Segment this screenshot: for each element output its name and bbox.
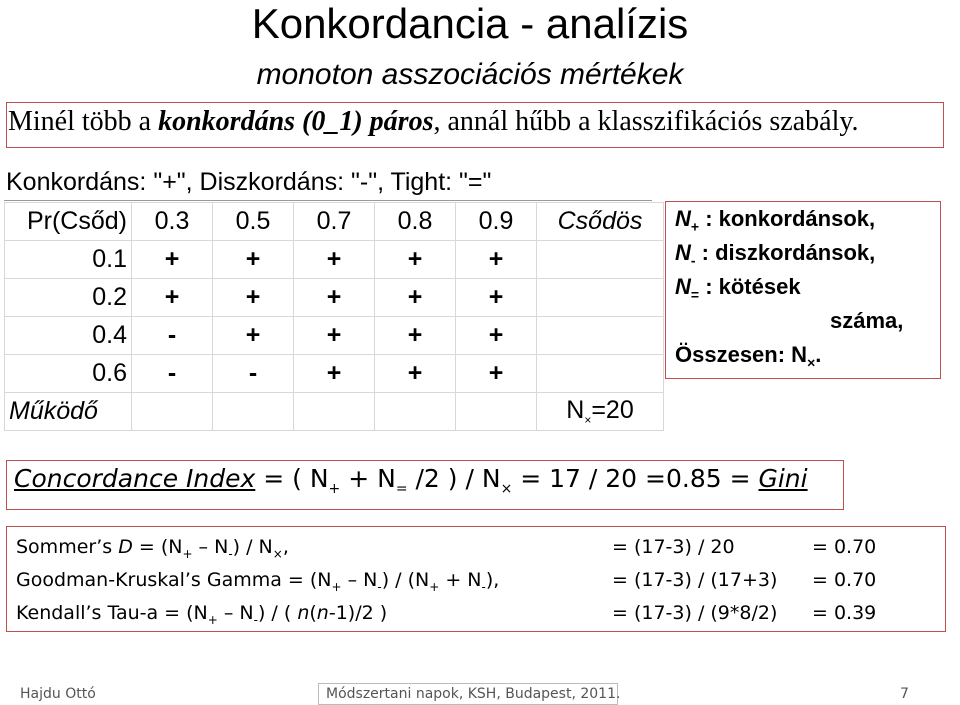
row-label: 0.2 bbox=[5, 279, 132, 317]
table-cell: + bbox=[213, 317, 294, 355]
formula-sub: + bbox=[207, 612, 218, 627]
footer-event: Módszertani napok, KSH, Budapest, 2011. bbox=[326, 686, 621, 702]
formula-part: ), bbox=[485, 569, 500, 591]
total-symbol: N bbox=[566, 396, 585, 424]
table-cell: + bbox=[375, 317, 456, 355]
row-label: 0.4 bbox=[5, 317, 132, 355]
table-cell: + bbox=[456, 355, 537, 393]
formula-calc: = (17-3) / (17+3) bbox=[612, 569, 778, 591]
footer-page-number: 7 bbox=[900, 686, 909, 702]
legend-text: : konkordánsok, bbox=[699, 206, 876, 231]
caption-divider bbox=[4, 200, 652, 201]
legend-text: . bbox=[815, 342, 822, 367]
table-cell-empty bbox=[537, 317, 664, 355]
table-cell: - bbox=[132, 317, 213, 355]
formula-sub: + bbox=[429, 579, 440, 594]
table-caption: Konkordáns: "+", Diszkordáns: "-", Tight: "=" bbox=[6, 168, 492, 196]
legend-total bbox=[675, 342, 821, 370]
formula-sommers-d bbox=[16, 536, 289, 561]
ci-name: Concordance Index bbox=[14, 464, 256, 493]
table-row bbox=[5, 355, 664, 393]
table-cell: + bbox=[294, 241, 375, 279]
legend-ties bbox=[675, 274, 801, 302]
formula-part: + N bbox=[439, 569, 482, 591]
ci-gini: Gini bbox=[758, 464, 808, 493]
row-label: 0.6 bbox=[5, 355, 132, 393]
formula-sub: + bbox=[331, 579, 342, 594]
ci-sub: + bbox=[328, 481, 341, 497]
table-cell-empty bbox=[537, 279, 664, 317]
formula-sub: + bbox=[182, 546, 193, 561]
rule-statement bbox=[8, 106, 859, 138]
rule-before: Minél több a bbox=[8, 106, 159, 137]
legend-sub: × bbox=[807, 354, 816, 371]
formula-part: = (N bbox=[281, 569, 332, 591]
legend-text: Összesen: N bbox=[675, 342, 808, 367]
footer-author: Hajdu Ottó bbox=[20, 686, 96, 702]
table-row bbox=[5, 279, 664, 317]
legend-text: : kötések bbox=[699, 274, 801, 299]
col-header: 0.3 bbox=[132, 203, 213, 241]
formula-part: ( bbox=[309, 602, 317, 624]
slide-subtitle: monoton asszociációs mértékek bbox=[256, 58, 684, 91]
formula-name: Sommer’s bbox=[16, 536, 119, 558]
total-value: =20 bbox=[591, 396, 634, 424]
formula-sub: - bbox=[481, 579, 486, 594]
table-cell: + bbox=[132, 279, 213, 317]
formula-name: Kendall’s Tau-a bbox=[16, 602, 159, 624]
col-header-csodos: Csődös bbox=[537, 203, 664, 241]
table-corner: Pr(Csőd) bbox=[5, 203, 132, 241]
formula-part: ) / N bbox=[232, 536, 273, 558]
table-cell: - bbox=[213, 355, 294, 393]
table-cell: + bbox=[375, 279, 456, 317]
table-cell-empty bbox=[456, 393, 537, 431]
table-row-bottom bbox=[5, 393, 664, 431]
legend-text: : diszkordánsok, bbox=[695, 240, 876, 265]
table-cell-empty bbox=[375, 393, 456, 431]
ci-part: + N bbox=[340, 464, 396, 493]
legend-discordant bbox=[675, 240, 875, 268]
formula-value: = 0.70 bbox=[812, 536, 877, 558]
col-header: 0.7 bbox=[294, 203, 375, 241]
slide-title: Konkordancia - analízis bbox=[251, 0, 689, 47]
formula-italic: D bbox=[118, 536, 133, 558]
rule-emphasis: konkordáns (0_1) páros bbox=[158, 106, 434, 137]
col-header: 0.5 bbox=[213, 203, 294, 241]
formula-part: , bbox=[282, 536, 289, 558]
table-cell: + bbox=[375, 355, 456, 393]
ci-sub: × bbox=[500, 481, 513, 497]
ci-sub: = bbox=[395, 481, 408, 497]
concordance-table bbox=[4, 202, 664, 431]
table-row bbox=[5, 317, 664, 355]
formula-part: = (N bbox=[158, 602, 208, 624]
formula-italic: n bbox=[297, 602, 310, 624]
legend-sub: - bbox=[690, 252, 696, 269]
table-cell: + bbox=[456, 317, 537, 355]
formula-name: Goodman-Kruskal’s Gamma bbox=[16, 569, 282, 591]
formula-calc: = (17-3) / 20 bbox=[612, 536, 735, 558]
formula-value: = 0.70 bbox=[812, 569, 877, 591]
formula-sub: - bbox=[377, 579, 382, 594]
col-header: 0.8 bbox=[375, 203, 456, 241]
formula-part: -1)/2 ) bbox=[328, 602, 388, 624]
ci-part: /2 ) / N bbox=[407, 464, 501, 493]
table-cell-empty bbox=[537, 355, 664, 393]
table-cell-empty bbox=[132, 393, 213, 431]
formula-value: = 0.39 bbox=[812, 602, 877, 624]
formula-part: ) / (N bbox=[381, 569, 430, 591]
formula-gamma bbox=[16, 569, 499, 594]
table-cell-empty bbox=[294, 393, 375, 431]
table-row bbox=[5, 241, 664, 279]
table-cell: + bbox=[375, 241, 456, 279]
concordance-index bbox=[14, 464, 808, 497]
table-cell: + bbox=[456, 241, 537, 279]
formula-part: – N bbox=[217, 602, 254, 624]
ci-part: = ( N bbox=[255, 464, 329, 493]
legend-sub: + bbox=[690, 218, 700, 235]
formula-sub: - bbox=[253, 612, 258, 627]
rule-after: , annál hűbb a klasszifikációs szabály. bbox=[433, 106, 859, 137]
table-cell: + bbox=[132, 241, 213, 279]
legend-n: N bbox=[675, 206, 691, 231]
formula-part: = (N bbox=[132, 536, 183, 558]
formula-part: ) / ( bbox=[257, 602, 298, 624]
formula-part: – N bbox=[341, 569, 378, 591]
ci-part: = 17 / 20 =0.85 = bbox=[512, 464, 759, 493]
table-cell: + bbox=[294, 355, 375, 393]
legend-n: N bbox=[675, 274, 691, 299]
formula-calc: = (17-3) / (9*8/2) bbox=[612, 602, 778, 624]
total-subscript: × bbox=[584, 413, 592, 427]
legend-n: N bbox=[675, 240, 691, 265]
col-header: 0.9 bbox=[456, 203, 537, 241]
formula-part: – N bbox=[192, 536, 229, 558]
formula-sub: - bbox=[228, 546, 233, 561]
row-label-mukodo: Működő bbox=[5, 393, 132, 431]
table-cell: + bbox=[213, 241, 294, 279]
table-cell: - bbox=[132, 355, 213, 393]
legend-count: száma, bbox=[830, 308, 904, 333]
table-cell: + bbox=[213, 279, 294, 317]
formula-italic: n bbox=[316, 602, 329, 624]
legend-concordant bbox=[675, 206, 875, 234]
formula-tau-a bbox=[16, 602, 387, 627]
legend-sub: = bbox=[690, 286, 700, 303]
table-cell: + bbox=[456, 279, 537, 317]
table-cell-empty bbox=[213, 393, 294, 431]
row-label: 0.1 bbox=[5, 241, 132, 279]
table-cell: + bbox=[294, 279, 375, 317]
table-cell: + bbox=[294, 317, 375, 355]
formula-sub: × bbox=[272, 546, 283, 561]
table-total bbox=[537, 393, 664, 431]
table-cell-empty bbox=[537, 241, 664, 279]
